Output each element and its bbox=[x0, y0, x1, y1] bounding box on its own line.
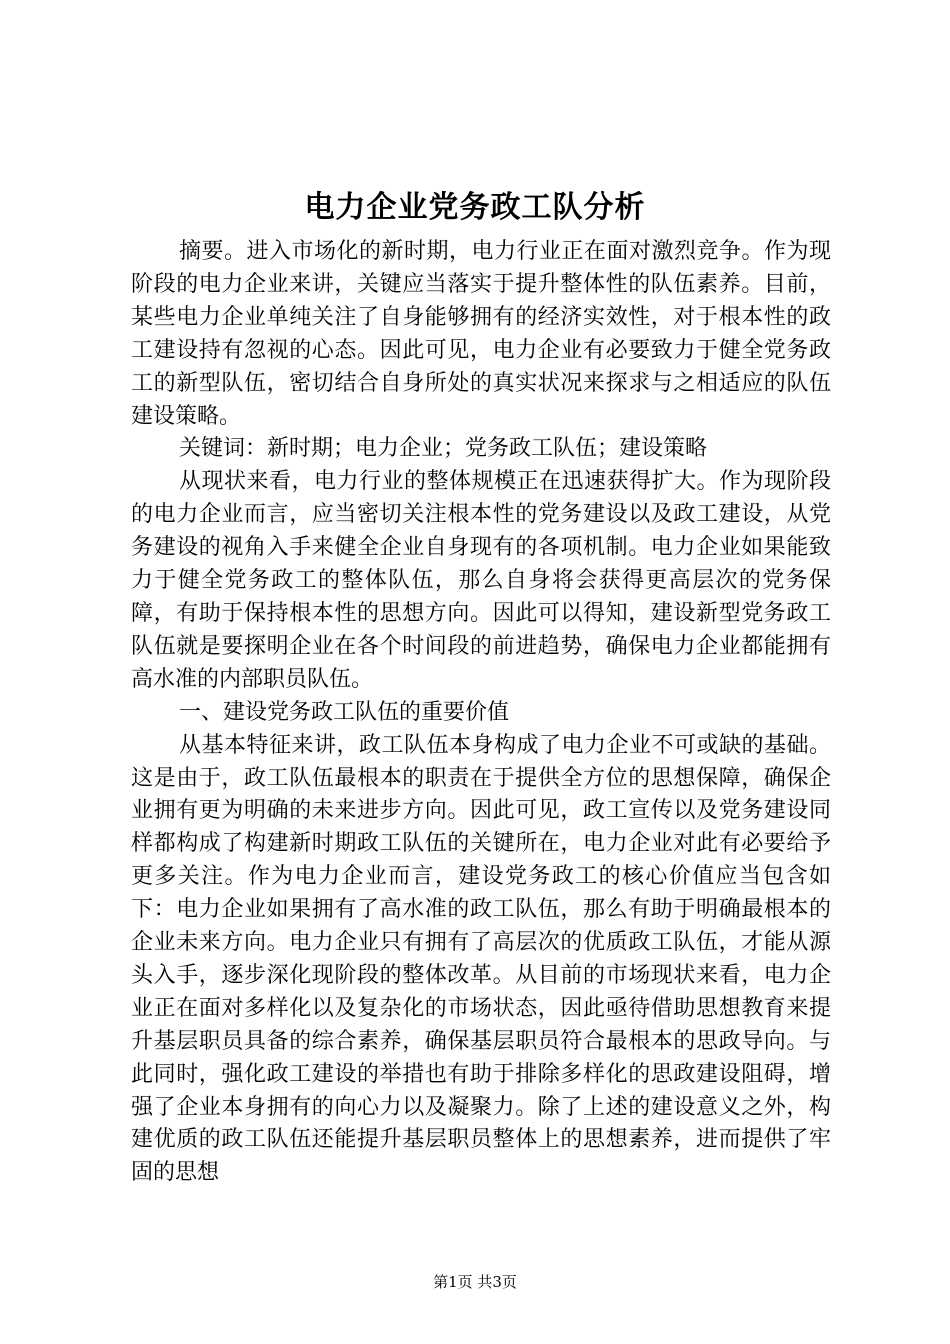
page-footer: 第1页 共3页 bbox=[433, 1273, 517, 1291]
section-heading: 一、建设党务政工队伍的重要价值 bbox=[179, 699, 510, 725]
document-body bbox=[131, 236, 831, 1190]
intro-paragraph: 从现状来看，电力行业的整体规模正在迅速获得扩大。作为现阶段的电力企业而言，应当密切关注根本性的党务建设以及政工建设，从党务建设的视角入手来健全企业自身现有的各项机制。电力企业如果能致力于健全党务政工的整体队伍，那么自身将会获得更高层次的党务保障，有助于保持根本性的思想方向。因此可以得知，建设新型党务政工队伍就是要探明企业在各个时间段的前进趋势，确保电力企业都能拥有高水准的内部职员队伍。 bbox=[131, 469, 831, 692]
section-paragraph: 从基本特征来讲，政工队伍本身构成了电力企业不可或缺的基础。这是由于，政工队伍最根本的职责在于提供全方位的思想保障，确保企业拥有更为明确的未来进步方向。因此可见，政工宣传以及党务建设同样都构成了构建新时期政工队伍的关键所在，电力企业对此有必要给予更多关注。作为电力企业而言，建设党务政工的核心价值应当包含如下：电力企业如果拥有了高水准的政工队伍，那么有助于明确最根本的企业未来方向。电力企业只有拥有了高层次的优质政工队伍，才能从源头入手，逐步深化现阶段的整体改革。从目前的市场现状来看，电力企业正在面对多样化以及复杂化的市场状态，因此亟待借助思想教育来提升基层职员具备的综合素养，确保基层职员符合最根本的思政导向。与此同时，强化政工建设的举措也有助于排除多样化的思政建设阻碍，增强了企业本身拥有的向心力以及凝聚力。除了上述的建设意义之外，构建优质的政工队伍还能提升基层职员整体上的思想素养，进而提供了牢固的思想 bbox=[131, 732, 831, 1186]
abstract-paragraph: 摘要。进入市场化的新时期，电力行业正在面对激烈竞争。作为现阶段的电力企业来讲，关键应当落实于提升整体性的队伍素养。目前，某些电力企业单纯关注了自身能够拥有的经济实效性，对于根本性的政工建设持有忽视的心态。因此可见，电力企业有必要致力于健全党务政工的新型队伍，密切结合自身所处的真实状况来探求与之相适应的队伍建设策略。 bbox=[131, 239, 831, 429]
keywords-paragraph: 关键词：新时期；电力企业；党务政工队伍；建设策略 bbox=[179, 436, 708, 462]
document-title: 电力企业党务政工队分析 bbox=[304, 190, 646, 225]
